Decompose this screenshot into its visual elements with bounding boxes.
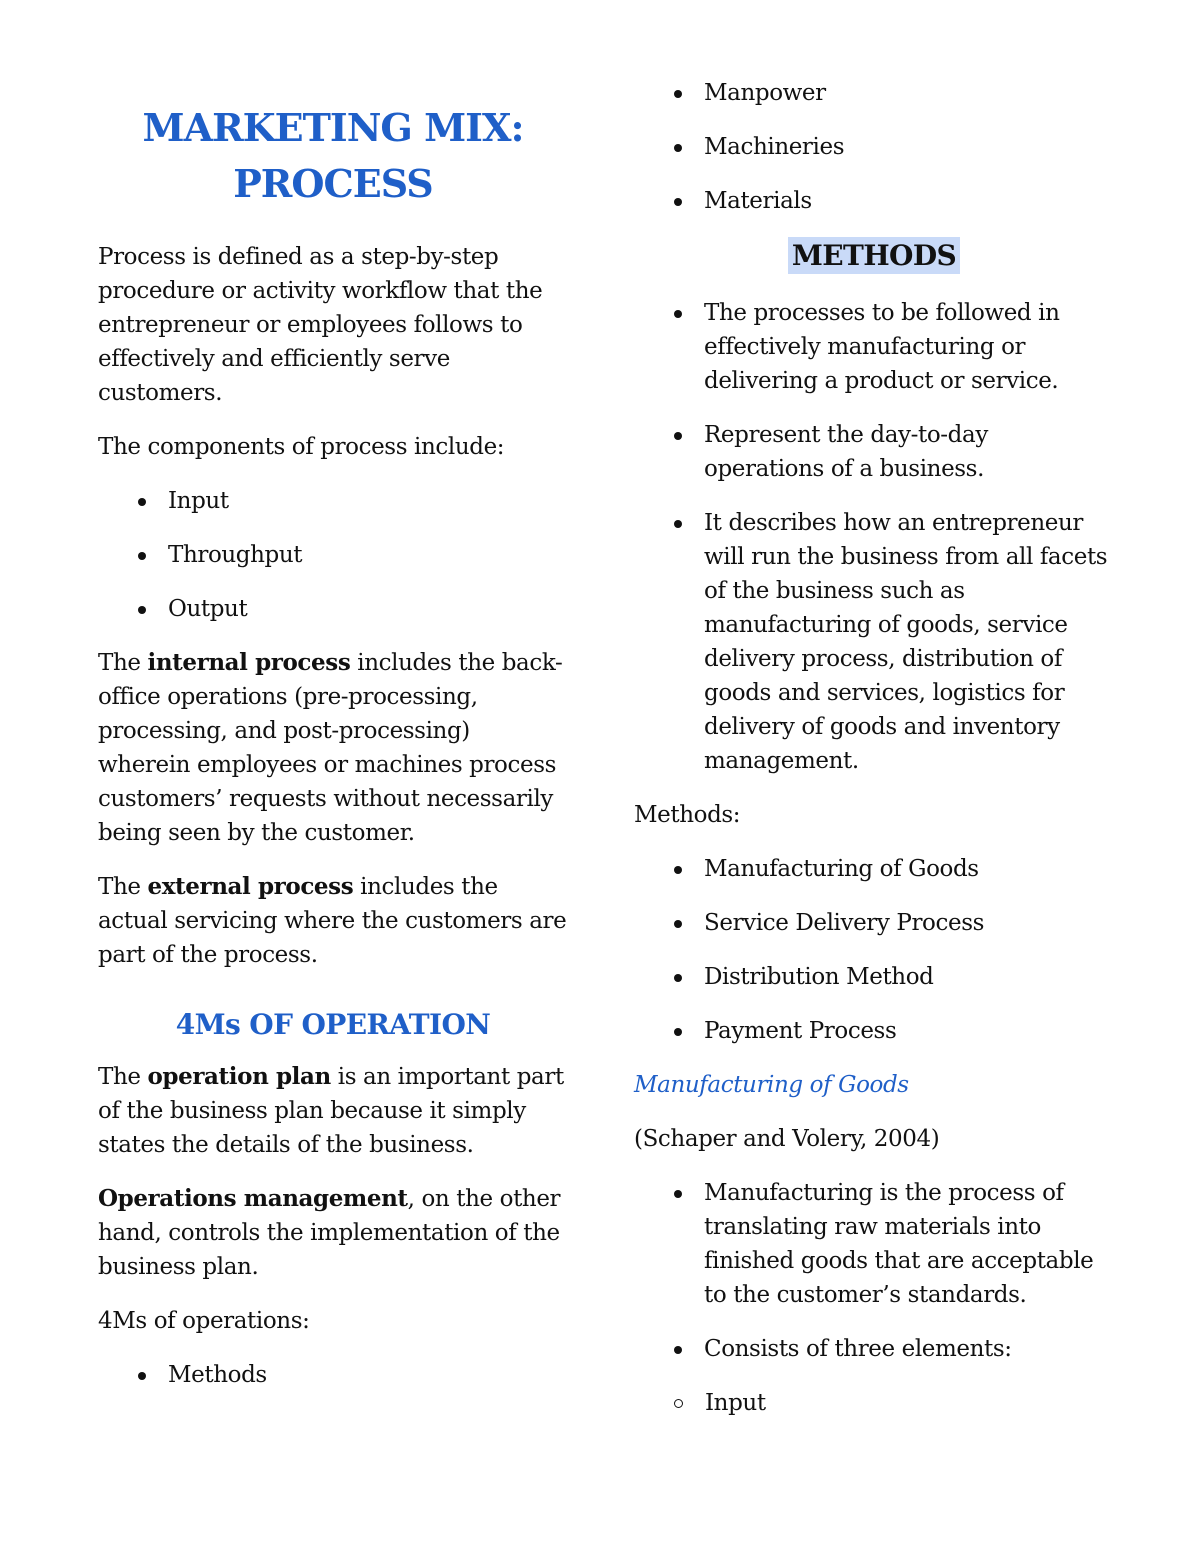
- list-item: Manufacturing of Goods: [634, 852, 1114, 886]
- list-item: Service Delivery Process: [634, 906, 1114, 940]
- manufacturing-points-list: [634, 1176, 1114, 1366]
- title-line-2: PROCESS: [233, 161, 433, 206]
- bullet-icon: [138, 552, 146, 560]
- list-item: Payment Process: [634, 1014, 1114, 1048]
- external-process-term: external process: [147, 873, 354, 900]
- internal-process-term: internal process: [147, 649, 351, 676]
- list-item: Represent the day-to-day operations of a business.: [634, 418, 1114, 486]
- operation-plan-paragraph: The operation plan is an important part of the business plan because it simply states the details of the business.: [98, 1063, 564, 1158]
- right-column: [634, 0, 1114, 1420]
- intro-paragraph: Process is defined as a step-by-step procedure or activity workflow that the entrepreneur or employees follows to effectively and efficiently serve customers.: [98, 244, 543, 406]
- components-list: [98, 484, 568, 626]
- bullet-icon: [674, 90, 682, 98]
- list-item: Consists of three elements:: [634, 1332, 1114, 1366]
- list-item: It describes how an entrepreneur will run the business from all facets of the business such as manufacturing of goods, service delivery process, distribution of goods and services, logistics for delivery of goods and inventory management.: [634, 506, 1114, 778]
- internal-process-paragraph: The internal process includes the back-office operations (pre-processing, processing, and post-processing) wherein employees or machines process customers’ requests without necessarily being seen by the customer.: [98, 649, 563, 846]
- bullet-icon: [674, 866, 682, 874]
- bullet-icon: [138, 498, 146, 506]
- external-process-paragraph: The external process includes the actual servicing where the customers are part of the process.: [98, 873, 567, 968]
- bullet-icon: [674, 198, 682, 206]
- title-line-1: MARKETING MIX:: [142, 105, 524, 150]
- list-item: Throughput: [98, 538, 568, 572]
- bullet-icon: [674, 520, 682, 528]
- elements-sublist: [634, 1386, 1114, 1420]
- list-item: Methods: [98, 1358, 568, 1392]
- four-ms-list-right: [634, 76, 1114, 218]
- bullet-icon: [674, 1028, 682, 1036]
- methods-list: [634, 852, 1114, 1048]
- bullet-icon: [674, 1190, 682, 1198]
- list-item: Manufacturing is the process of translating raw materials into finished goods that are acceptable to the customer’s standards.: [634, 1176, 1114, 1312]
- bullet-icon: [674, 974, 682, 982]
- bullet-icon: [138, 606, 146, 614]
- bullet-icon: [674, 1346, 682, 1354]
- methods-intro: Methods:: [634, 802, 741, 828]
- list-item: The processes to be followed in effectively manufacturing or delivering a product or service.: [634, 296, 1114, 398]
- citation: (Schaper and Volery, 2004): [634, 1126, 940, 1152]
- list-item: Machineries: [634, 130, 1114, 164]
- left-column: [98, 0, 568, 1392]
- page-title: [98, 100, 568, 212]
- bullet-icon: [674, 310, 682, 318]
- list-item: Manpower: [634, 76, 1114, 110]
- four-ms-list-left: [98, 1358, 568, 1392]
- list-item: Input: [564, 1386, 1114, 1420]
- operations-management-paragraph: Operations management, on the other hand, controls the implementation of the business plan.: [98, 1185, 561, 1280]
- manufacturing-heading: Manufacturing of Goods: [634, 1072, 909, 1098]
- components-intro: The components of process include:: [98, 434, 505, 460]
- list-item: Input: [98, 484, 568, 518]
- operation-plan-term: operation plan: [147, 1063, 331, 1090]
- methods-heading: METHODS: [634, 236, 1114, 276]
- ops-heading: 4Ms OF OPERATION: [175, 1008, 491, 1041]
- methods-points-list: [634, 296, 1114, 778]
- bullet-icon: [138, 1372, 146, 1380]
- bullet-icon: [674, 920, 682, 928]
- list-item: Materials: [634, 184, 1114, 218]
- operations-management-term: Operations management: [98, 1185, 408, 1212]
- list-item: Output: [98, 592, 568, 626]
- bullet-icon: [674, 432, 682, 440]
- hollow-bullet-icon: [674, 1399, 683, 1408]
- list-item: Distribution Method: [634, 960, 1114, 994]
- four-ms-intro: 4Ms of operations:: [98, 1308, 310, 1334]
- bullet-icon: [674, 144, 682, 152]
